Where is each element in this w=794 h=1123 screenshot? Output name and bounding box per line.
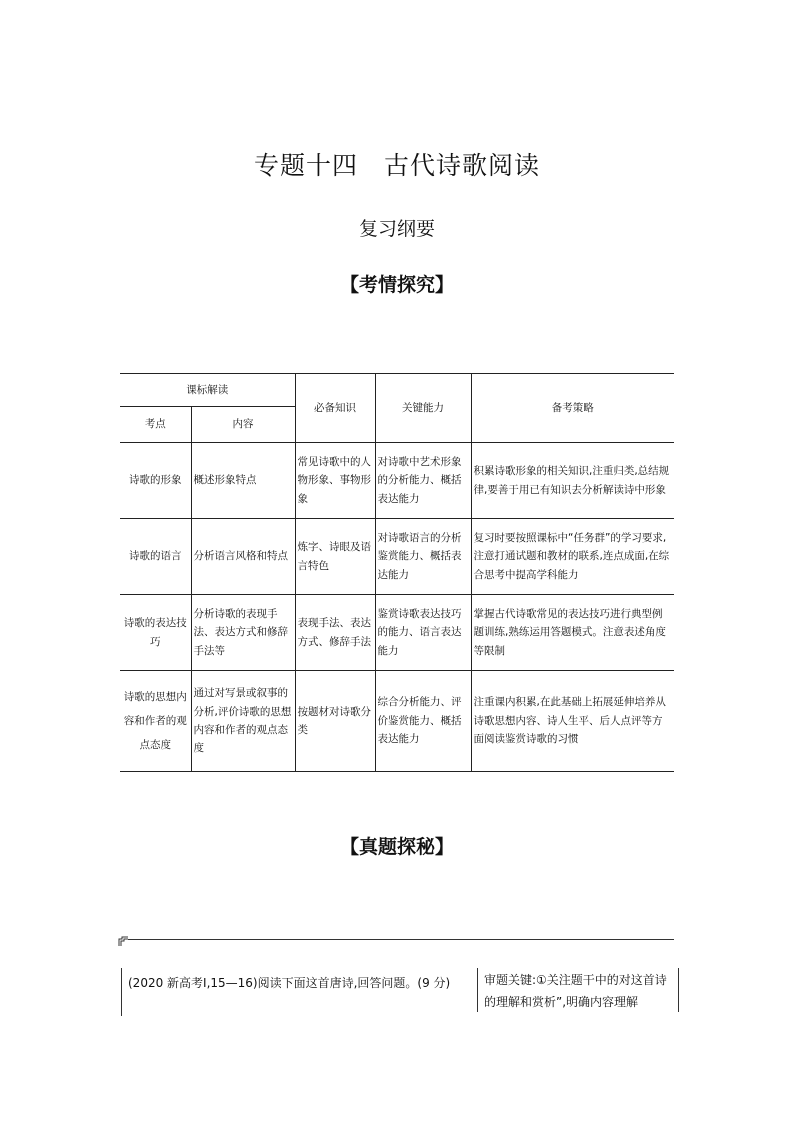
header-neirong: 内容	[191, 407, 295, 443]
section-heading-zhenti: 【真题探秘】	[339, 836, 454, 858]
page-title: 专题十四 古代诗歌阅读	[253, 151, 540, 180]
cell-kaodian: 诗歌的语言	[120, 519, 191, 595]
analysis-tip: 审题关键:①关注题干中的对这首诗的理解和赏析”,明确内容理解	[477, 968, 679, 1012]
cell-kaodian: 诗歌的表达技巧	[120, 595, 191, 671]
question-intro: (2020 新高考Ⅰ,15—16)阅读下面这首唐诗,回答问题。(9 分)	[121, 968, 473, 1016]
subtitle: 复习纲要	[358, 218, 435, 240]
table-row	[120, 519, 674, 595]
cell-nengli: 综合分析能力、评价鉴赏能力、概括表达能力	[375, 671, 471, 772]
header-celue: 备考策略	[471, 374, 674, 443]
header-nengli: 关键能力	[375, 374, 471, 443]
cell-zhishi: 按题材对诗歌分类	[295, 671, 375, 772]
cell-neirong: 通过对写景或叙事的分析,评价诗歌的思想内容和作者的观点态度	[191, 671, 295, 772]
cell-celue: 复习时要按照课标中“任务群”的学习要求,注意打通试题和教材的联系,连点成面,在综合思考中提高学科能力	[471, 519, 674, 595]
cell-neirong: 分析语言风格和特点	[191, 519, 295, 595]
table-row	[120, 443, 674, 519]
cell-kaodian: 诗歌的形象	[120, 443, 191, 519]
header-kebiao: 课标解读	[120, 374, 295, 407]
cell-nengli: 对诗歌语言的分析鉴赏能力、概括表达能力	[375, 519, 471, 595]
cell-zhishi: 常见诗歌中的人物形象、事物形象	[295, 443, 375, 519]
cell-kaodian: 诗歌的思想内容和作者的观点态度	[120, 671, 191, 772]
cell-neirong: 概述形象特点	[191, 443, 295, 519]
table-row	[120, 671, 674, 772]
cell-celue: 注重课内积累,在此基础上拓展延伸培养从诗歌思想内容、诗人生平、后人点评等方面阅读鉴赏诗歌的习惯	[471, 671, 674, 772]
corner-mark-icon	[118, 936, 128, 946]
cell-neirong: 分析诗歌的表现手法、表达方式和修辞手法等	[191, 595, 295, 671]
cell-nengli: 对诗歌中艺术形象的分析能力、概括表达能力	[375, 443, 471, 519]
cell-zhishi: 表现手法、表达方式、修辞手法	[295, 595, 375, 671]
header-kaodian: 考点	[120, 407, 191, 443]
section-heading-kaoqing: 【考情探究】	[339, 274, 454, 296]
cell-celue: 掌握古代诗歌常见的表达技巧进行典型例题训练,熟练运用答题模式。注意表述角度等限制	[471, 595, 674, 671]
divider	[128, 939, 674, 940]
cell-nengli: 鉴赏诗歌表达技巧的能力、语言表达能力	[375, 595, 471, 671]
table-row	[120, 595, 674, 671]
exam-analysis-table	[120, 373, 674, 772]
cell-celue: 积累诗歌形象的相关知识,注重归类,总结规律,要善于用已有知识去分析解读诗中形象	[471, 443, 674, 519]
header-zhishi: 必备知识	[295, 374, 375, 443]
cell-zhishi: 炼字、诗眼及语言特色	[295, 519, 375, 595]
